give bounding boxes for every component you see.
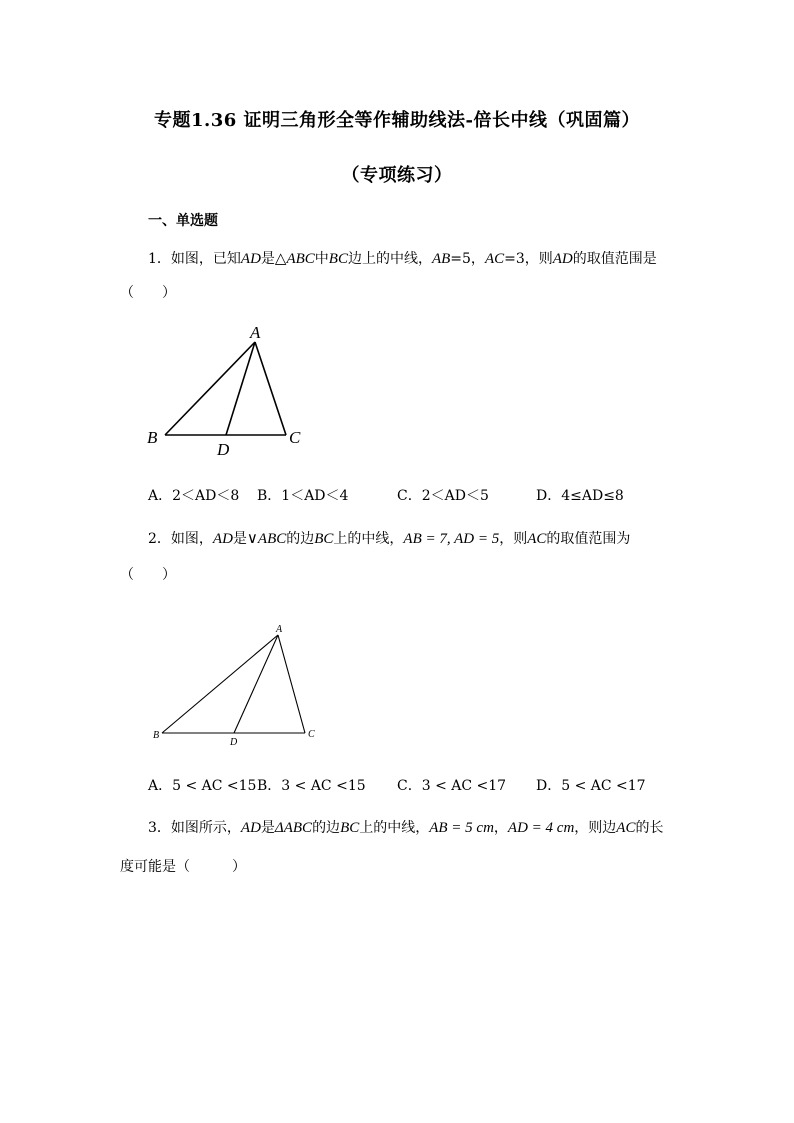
- question-1-text: 1．如图，已知AD是△ABC中BC边上的中线，AB=5，AC=3，则AD的取值范围是: [148, 251, 657, 267]
- segment-ad: [234, 635, 278, 733]
- segment-ab: [165, 342, 255, 435]
- option-b[interactable]: B．3 < AC <15: [257, 778, 366, 794]
- vertex-label-a: A: [276, 624, 283, 635]
- option-c[interactable]: C．2＜AD＜5: [397, 488, 489, 504]
- vertex-label-c: C: [308, 729, 315, 740]
- option-c[interactable]: C．3 < AC <17: [397, 778, 507, 794]
- vertex-label-b: B: [147, 428, 158, 447]
- question-number: 1．: [148, 251, 171, 267]
- question-number: 3．: [148, 820, 171, 836]
- question-2-text: 2．如图，AD是∨ABC的边BC上的中线，AB = 7, AD = 5，则AC的取值范围为: [148, 531, 631, 547]
- page-subtitle: （专项练习）: [341, 165, 453, 186]
- section-heading: 一、单选题: [148, 213, 218, 229]
- segment-ac: [278, 635, 305, 733]
- question-3-line-2: 度可能是（ ）: [120, 859, 246, 875]
- option-a[interactable]: A．2＜AD＜8: [148, 488, 240, 504]
- option-b[interactable]: B．1＜AD＜4: [257, 488, 349, 504]
- vertex-label-a: A: [250, 323, 261, 342]
- vertex-label-d: D: [230, 737, 238, 748]
- answer-blank: （ ）: [120, 285, 176, 301]
- segment-ab: [162, 635, 278, 733]
- option-d[interactable]: D．4≤AD≤8: [536, 488, 624, 504]
- question-number: 2．: [148, 531, 171, 547]
- question-3-text: 3．如图所示，AD是ΔABC的边BC上的中线，AB = 5 cm，AD = 4 cm，则边AC的长: [148, 820, 664, 836]
- option-a[interactable]: A．5 < AC <15: [148, 778, 257, 794]
- page-title: 专题1.36 证明三角形全等作辅助线法-倍长中线（巩固篇）: [153, 110, 641, 131]
- answer-blank: （ ）: [120, 567, 176, 583]
- segment-ac: [255, 342, 286, 435]
- option-d[interactable]: D．5 < AC <17: [536, 778, 646, 794]
- vertex-label-d: D: [217, 440, 230, 459]
- vertex-label-b: B: [153, 730, 160, 741]
- segment-ad: [226, 342, 255, 435]
- vertex-label-c: C: [289, 428, 301, 447]
